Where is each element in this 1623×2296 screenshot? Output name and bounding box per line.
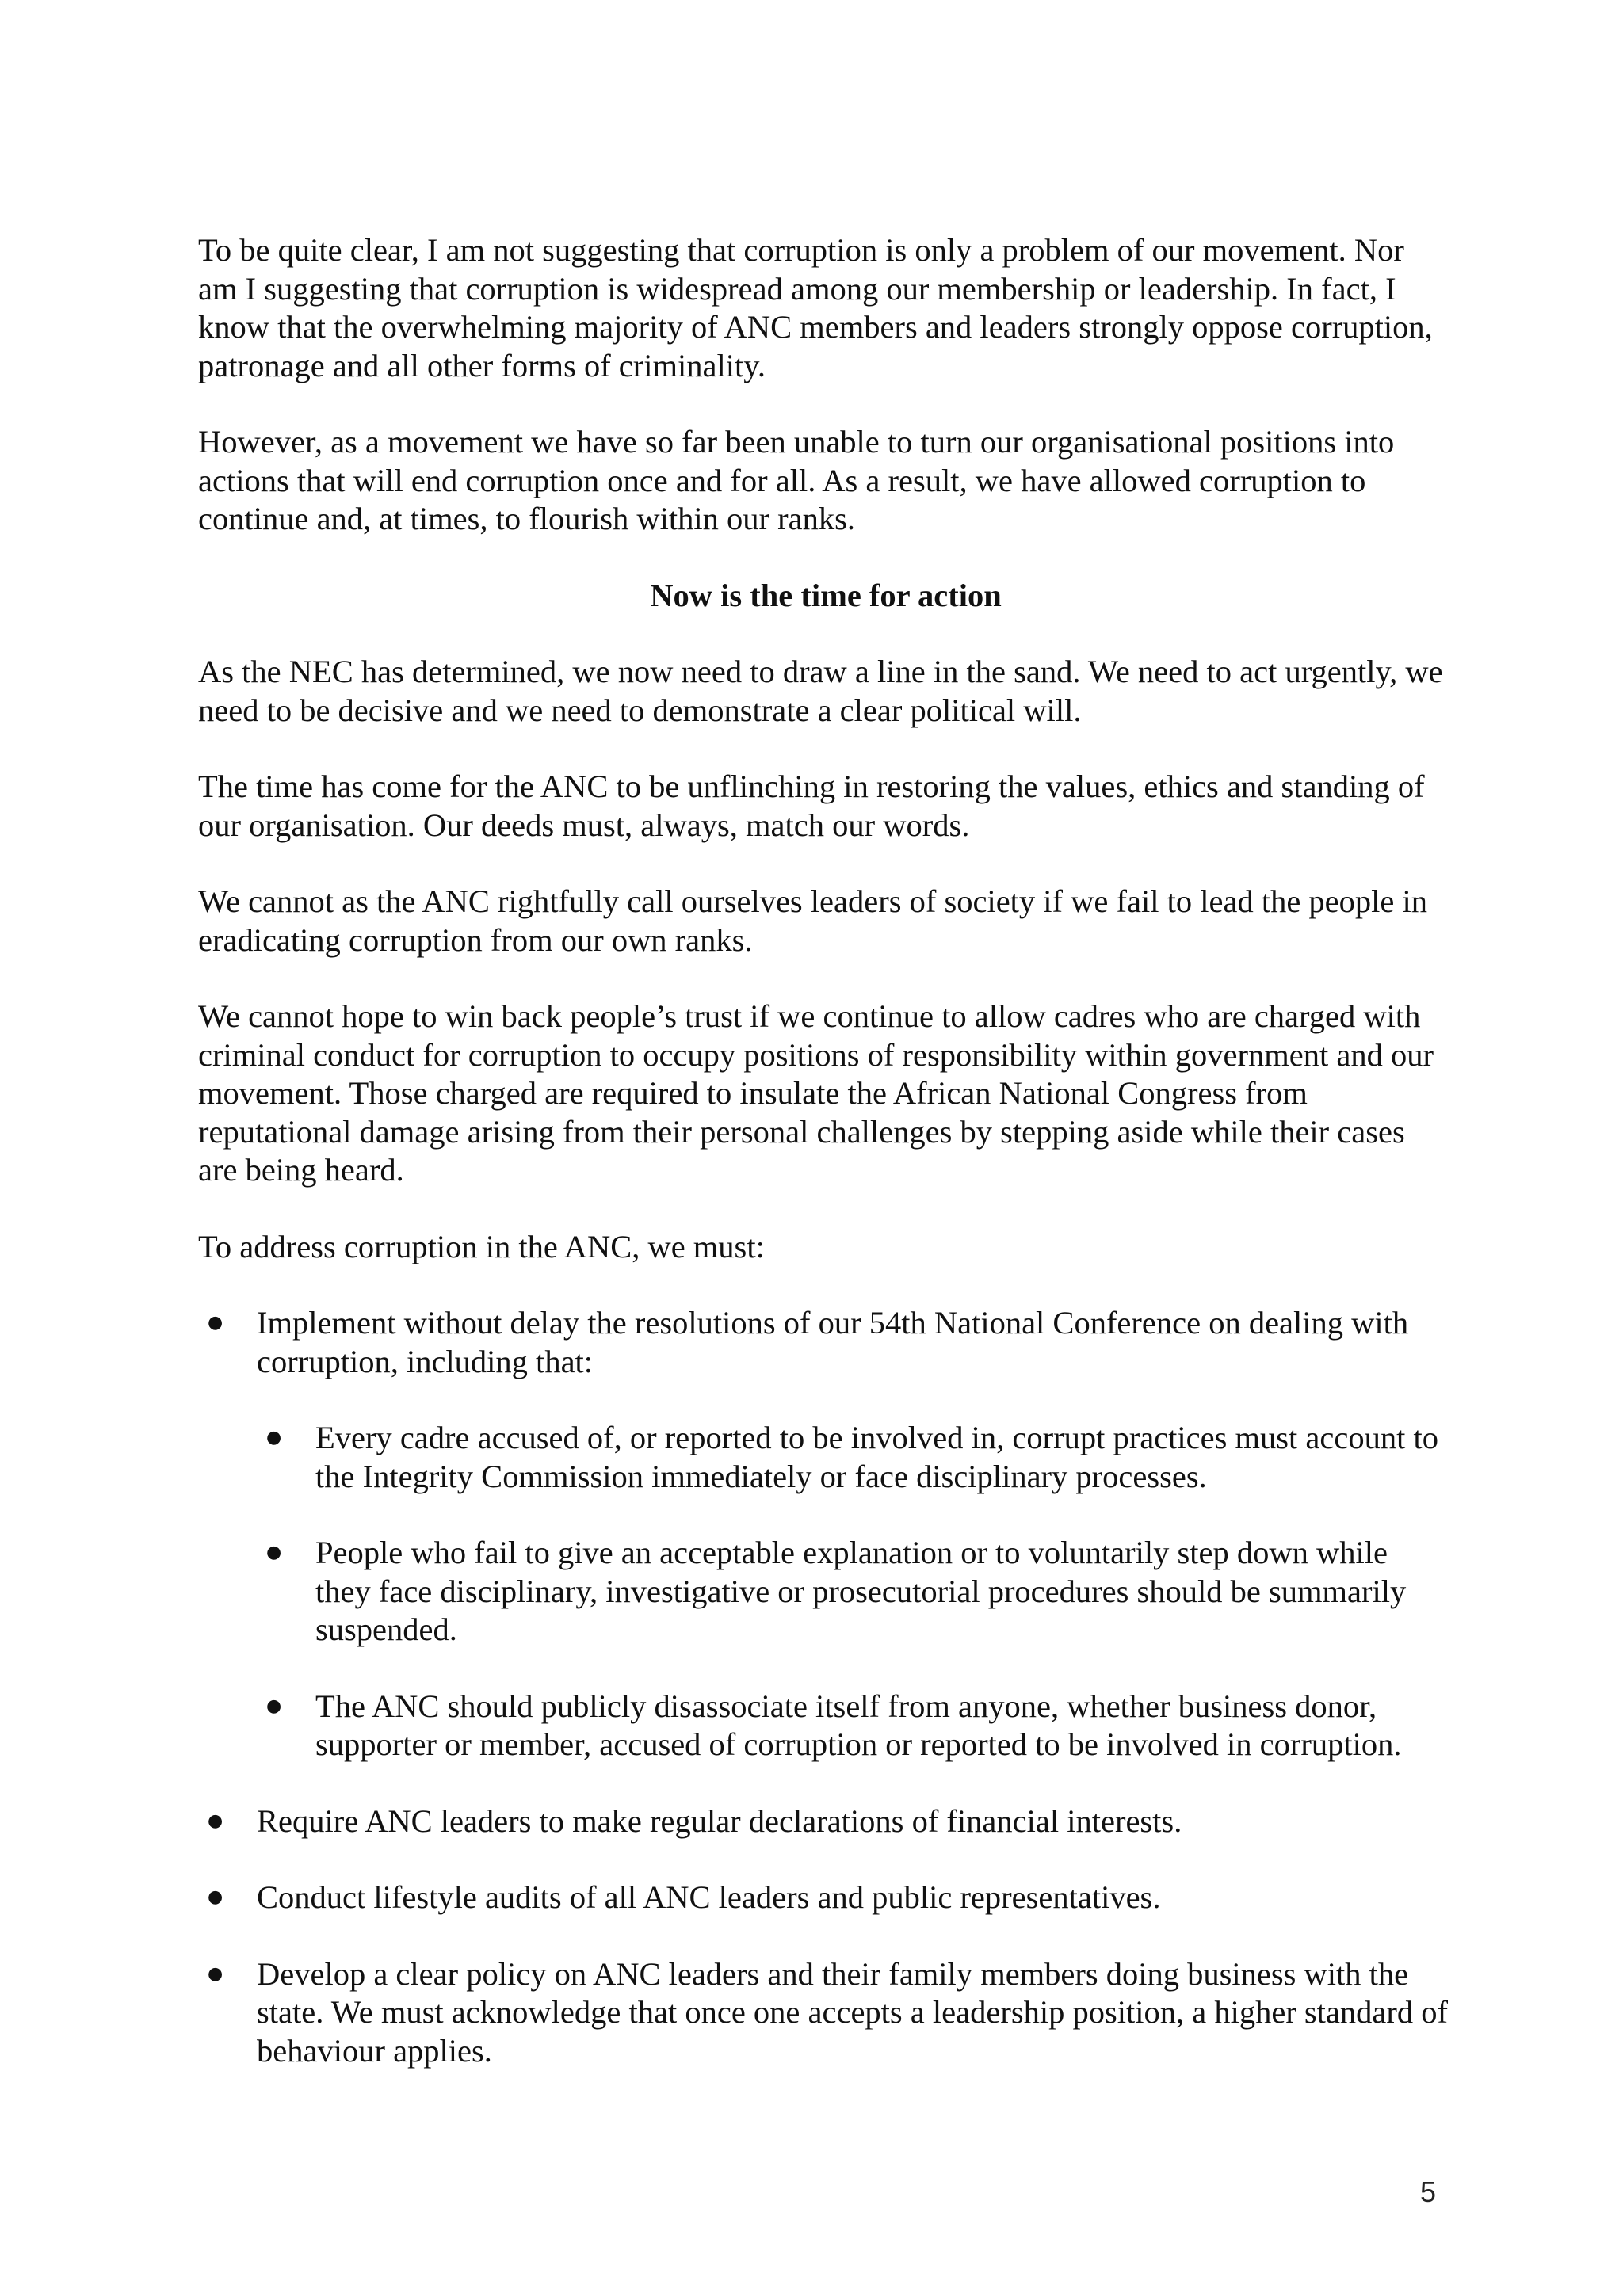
paragraph-address-corruption: To address corruption in the ANC, we must: bbox=[198, 1228, 765, 1264]
list-item-text: People who fail to give an acceptable explanation or to voluntarily step down while they face disciplinary, investigative or prosecutorial procedures should be summarily suspended. bbox=[315, 1535, 1407, 1647]
paragraph-nec-determined: As the NEC has determined, we now need to draw a line in the sand. We need to act urgently, we need to be decisive and we need to demonstrate a clear political will. bbox=[198, 654, 1443, 728]
list-item bbox=[257, 1419, 1450, 1496]
resolution-sublist bbox=[257, 1419, 1450, 1764]
list-item-text: Develop a clear policy on ANC leaders and their family members doing business with the state. We must acknowledge that once one accepts a leadership position, a higher standard of behaviour applies. bbox=[257, 1955, 1448, 2069]
bullet-icon: ● bbox=[208, 1810, 223, 1831]
list-item bbox=[257, 1534, 1450, 1650]
paragraph-movement-unable: However, as a movement we have so far been unable to turn our organisational positions into actions that will end corruption once and for all. As a result, we have allowed corruption to continue and, at times, to flourish within our ranks. bbox=[198, 424, 1395, 536]
list-item bbox=[198, 1955, 1450, 2071]
list-item-text: Require ANC leaders to make regular declarations of financial interests. bbox=[257, 1802, 1182, 1839]
bullet-icon: ● bbox=[266, 1543, 282, 1562]
bullet-icon: ● bbox=[208, 1313, 223, 1333]
paragraph-win-back-trust: We cannot hope to win back people’s trust if we continue to allow cadres who are charged with criminal conduct for corruption to occupy positions of responsibility within government and our movement. Those charged are required to insulate the African National Congress from reputational damage arising from their personal challenges by stepping aside while their cases are being heard. bbox=[198, 998, 1434, 1188]
bullet-icon: ● bbox=[266, 1695, 282, 1716]
bullet-icon: ● bbox=[208, 1887, 223, 1907]
list-item-text: Implement without delay the resolutions of our 54th National Conference on dealing with corruption, including that: bbox=[257, 1305, 1409, 1379]
list-item bbox=[257, 1688, 1450, 1764]
bullet-icon: ● bbox=[266, 1428, 282, 1447]
paragraph-leaders-of-society: We cannot as the ANC rightfully call ourselves leaders of society if we fail to lead the people in eradicating corruption from our own ranks. bbox=[198, 883, 1428, 958]
list-item bbox=[198, 1802, 1450, 1841]
list-item bbox=[198, 1304, 1450, 1764]
list-item-text: Conduct lifestyle audits of all ANC leaders and public representatives. bbox=[257, 1879, 1161, 1915]
page-number: 5 bbox=[1419, 2176, 1436, 2208]
list-item-text: The ANC should publicly disassociate itself from anyone, whether business donor, supporter or member, accused of corruption or reported to be involved in corruption. bbox=[315, 1688, 1402, 1762]
bullet-icon: ● bbox=[208, 1963, 223, 1984]
action-list bbox=[198, 1304, 1450, 2070]
list-item bbox=[198, 1878, 1450, 1917]
paragraph-time-has-come: The time has come for the ANC to be unflinching in restoring the values, ethics and standing of our organisation. Our deeds must, always, match our words. bbox=[198, 769, 1425, 843]
list-item-text: Every cadre accused of, or reported to be involved in, corrupt practices must account to the Integrity Commission immediately or face disciplinary processes. bbox=[315, 1420, 1438, 1494]
section-heading: Now is the time for action bbox=[650, 577, 1002, 613]
paragraph-corruption-clarification: To be quite clear, I am not suggesting that corruption is only a problem of our movement. Nor am I suggesting that corruption is widespread among our membership or leadership. In fact, I know that the overwhelming majority of ANC members and leaders strongly oppose corruption, patronage and all other forms of criminality. bbox=[198, 232, 1433, 383]
document-body bbox=[198, 231, 1450, 2108]
